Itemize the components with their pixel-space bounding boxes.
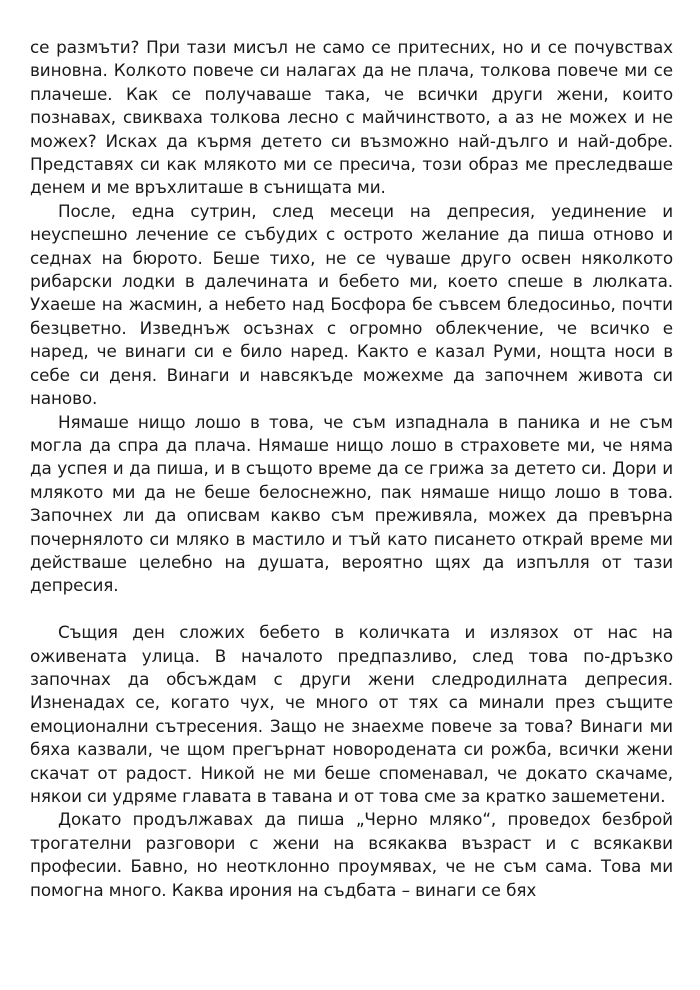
paragraph-3: Нямаше нищо лошо в това, че съм изпаднала в паника и не съм могла да спра да плача. Нямаше нищо лошо в страховете ми, че няма да успея и да пиша, и в същото време да се грижа за детето си. Дори и млякото ми да не беше белоснежно, пак нямаше нищо лошо в това. Започнех ли да описвам какво съм преживяла, можех да превърна почернялото си мляко в мастило и тъй като писането открай време ми действаше целебно на душата, вероятно щях да изпълля от тази депресия. <box>30 411 673 596</box>
paragraph-4: Същия ден сложих бебето в количката и излязох от нас на оживената улица. В началото предпазливо, след това по-дръзко започнах да обсъждам с други жени следродилната депресия. Изненадах се, когато чух, че много от тях са минали през същите емоционални сътресения. Защо не знаехме повече за това? Винаги ми бяха казвали, че щом прегърнат новородената си рожба, всички жени скачат от радост. Никой не ми беше споменавал, че докато скачаме, някои си удряме главата в тавана и от това сме за кратко зашеметени. <box>30 622 673 806</box>
page-body <box>30 36 673 902</box>
paragraph-5: Докато продължавах да пиша „Черно мляко“, проведох безброй трогателни разговори с жени на всякаква възраст и с всякакви професии. Бавно, но неотклонно проумявах, че не съм сама. Това ми помогна много. Каква ирония на съдбата – винаги се бях <box>30 809 673 900</box>
paragraph-2: После, една сутрин, след месеци на депресия, уединение и неуспешно лечение се събудих с острото желание да пиша отново и седнах на бюрото. Беше тихо, не се чуваше друго освен няколкото рибарски лодки в далечината и бебето ми, което спеше в люлката. Ухаеше на жасмин, а небето над Босфора бе съвсем бледосиньо, почти безцветно. Изведнъж осъзнах с огромно облекчение, че всичко е наред, че винаги си е било наред. Както е казал Руми, нощта носи в себе си деня. Винаги и навсякъде можехме да започнем живота си наново. <box>30 200 673 409</box>
paragraph-1: се размъти? При тази мисъл не само се притесних, но и се почувствах виновна. Колкото повече си налагах да не плача, толкова повече ми се плачеше. Как се получаваше така, че всички други жени, които познавах, свикваха толкова лесно с майчинството, а аз не можех и не можех? Исках да кърмя детето си възможно най-дълго и най-добре. Представях си как млякото ми се пресича, този образ ме преследваше денем и ме връхлиташе в сънищата ми. <box>30 37 673 198</box>
